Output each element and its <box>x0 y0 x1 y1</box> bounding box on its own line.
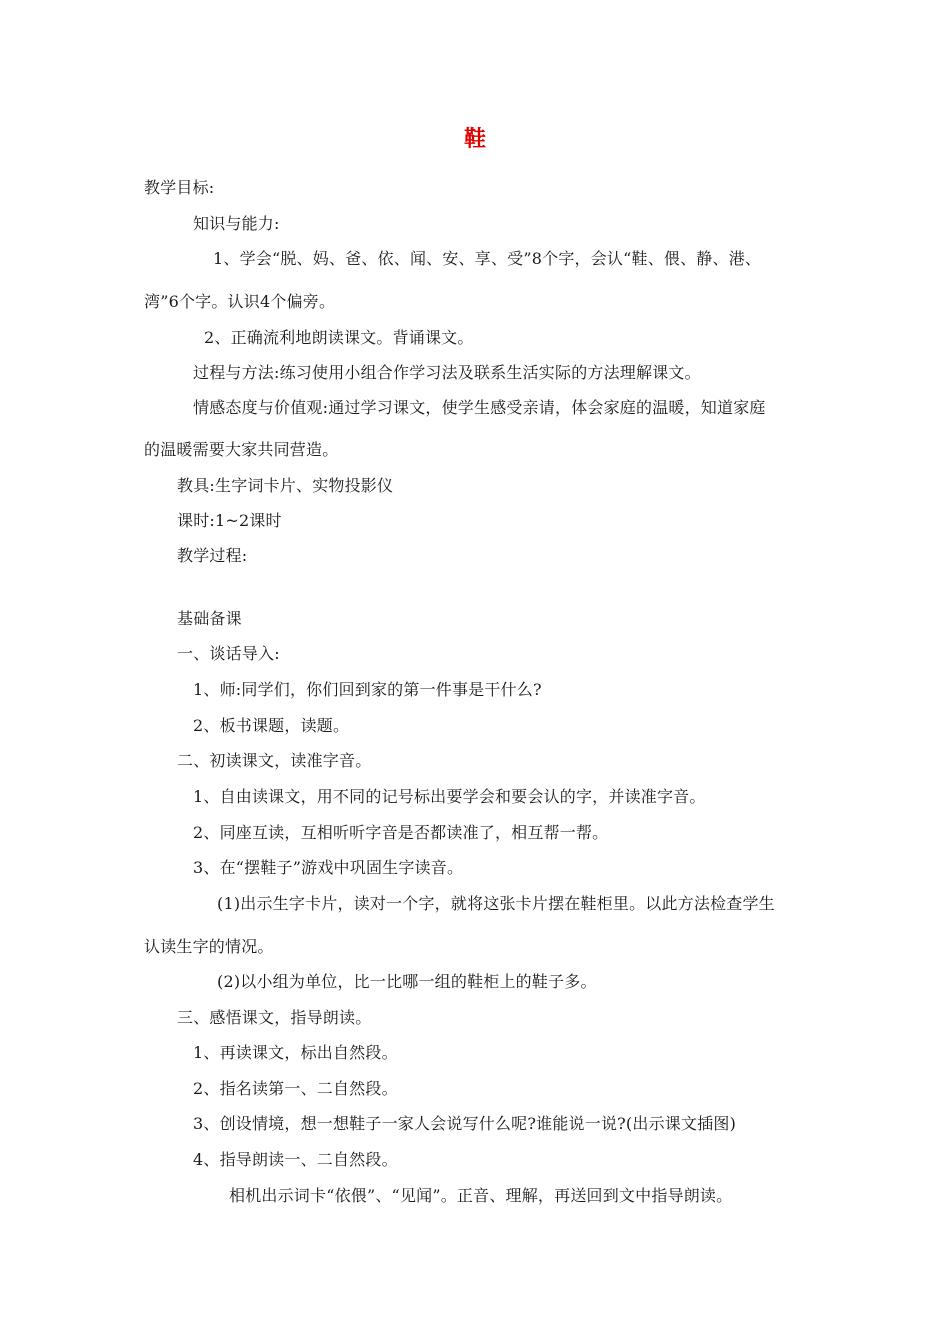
text-line: 3、创设情境，想一想鞋子一家人会说写什么呢?谁能说一说?(出示课文插图) <box>193 1114 737 1133</box>
text-line: 知识与能力: <box>193 214 280 233</box>
text-line: 教具:生字词卡片、实物投影仪 <box>177 476 394 495</box>
text-line: 情感态度与价值观:通过学习课文，使学生感受亲请，体会家庭的温暖，知道家庭 <box>193 398 766 417</box>
section-heading: 三、感悟课文，指导朗读。 <box>177 1008 372 1027</box>
text-line: 湾”6个字。认识4个偏旁。 <box>144 292 336 311</box>
text-line: 1、再读课文，标出自然段。 <box>193 1043 398 1062</box>
text-line: 1、师:同学们，你们回到家的第一件事是干什么? <box>193 680 542 699</box>
section-heading: 二、初读课文，读准字音。 <box>177 751 372 770</box>
text-line: 2、指名读第一、二自然段。 <box>193 1079 398 1098</box>
document-title: 鞋 <box>463 127 486 152</box>
section-heading: 一、谈话导入: <box>177 644 280 663</box>
text-line: 的温暖需要大家共同营造。 <box>144 440 339 459</box>
text-line: 2、板书课题，读题。 <box>193 716 350 735</box>
text-line: 2、正确流利地朗读课文。背诵课文。 <box>204 328 474 347</box>
text-line: 2、同座互读，互相听听字音是否都读准了，相互帮一帮。 <box>193 823 609 842</box>
text-line: 课时:1~2课时 <box>177 511 282 530</box>
text-line: 1、学会“脱、妈、爸、依、闻、安、享、受”8个字，会认“鞋、偎、静、港、 <box>213 249 762 268</box>
section-heading: 基础备课 <box>177 609 242 628</box>
text-line: (1)出示生字卡片，读对一个字，就将这张卡片摆在鞋柜里。以此方法检查学生 <box>217 894 775 913</box>
text-line: 教学目标: <box>144 178 215 197</box>
text-line: 4、指导朗读一、二自然段。 <box>193 1150 398 1169</box>
text-line: 3、在“摆鞋子”游戏中巩固生字读音。 <box>193 858 464 877</box>
text-line: 相机出示词卡“依偎”、“见闻”。正音、理解，再送回到文中指导朗读。 <box>229 1186 733 1205</box>
text-line: 教学过程: <box>177 546 248 565</box>
text-line: 1、自由读课文，用不同的记号标出要学会和要会认的字，并读准字音。 <box>193 787 706 806</box>
text-line: 过程与方法:练习使用小组合作学习法及联系生活实际的方法理解课文。 <box>193 363 701 382</box>
text-line: 认读生字的情况。 <box>144 937 274 956</box>
text-line: (2)以小组为单位，比一比哪一组的鞋柜上的鞋子多。 <box>217 972 597 991</box>
